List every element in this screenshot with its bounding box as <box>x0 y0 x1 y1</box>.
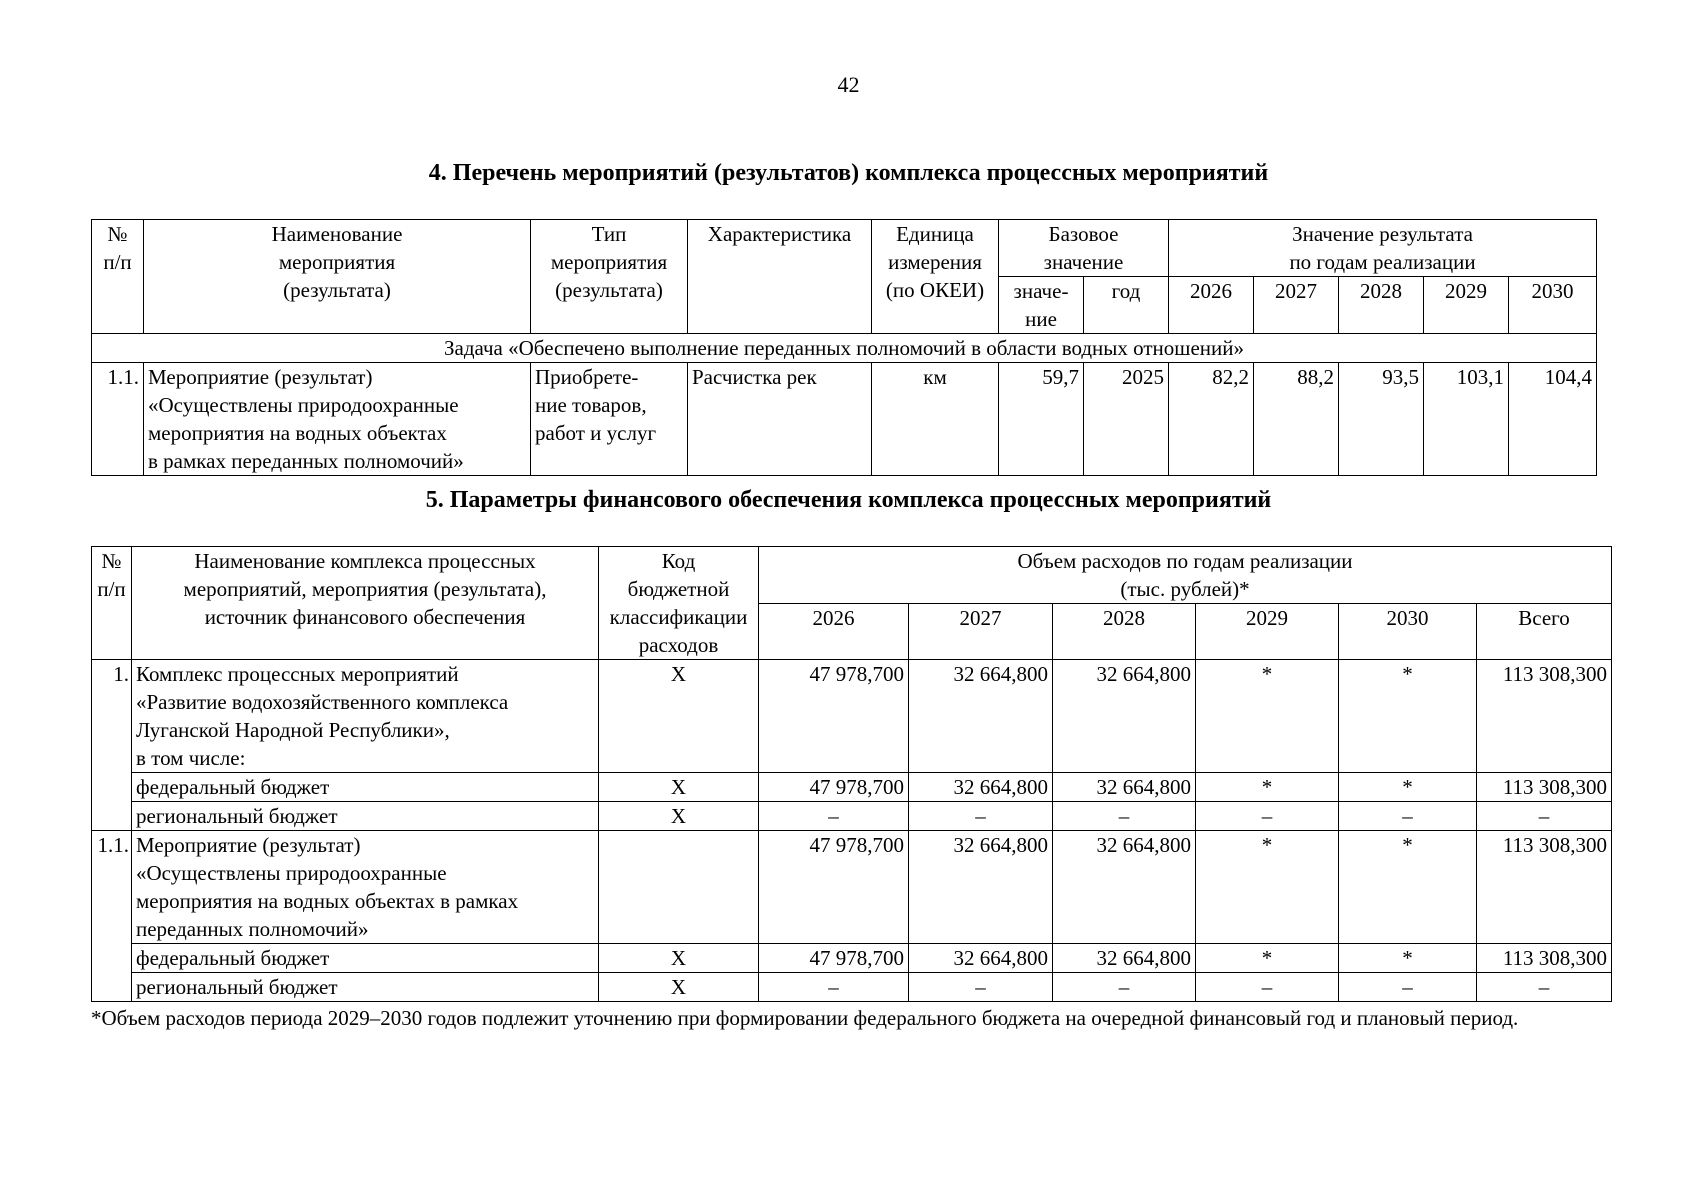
row-total: 113 308,300 <box>1477 944 1612 973</box>
section-5-title: 5. Параметры финансового обеспечения комплекса процессных мероприятий <box>425 487 1272 513</box>
page-number: 42 <box>837 72 860 97</box>
row-value: – <box>759 973 909 1002</box>
table-row <box>92 773 1612 802</box>
row-value: – <box>909 973 1053 1002</box>
row-value: * <box>1196 944 1339 973</box>
header-name: Наименование мероприятия (результата) <box>144 220 531 334</box>
row-value: – <box>1196 802 1339 831</box>
row-value: * <box>1196 773 1339 802</box>
table-row <box>92 831 1612 944</box>
header-year: 2029 <box>1424 277 1509 334</box>
row-code: Х <box>599 802 759 831</box>
row-code: Х <box>599 773 759 802</box>
row-value: 32 664,800 <box>1053 660 1196 773</box>
row-value: 32 664,800 <box>909 660 1053 773</box>
header-year: 2027 <box>1254 277 1339 334</box>
row-value: – <box>909 802 1053 831</box>
row-value: 104,4 <box>1509 363 1597 476</box>
header-characteristic: Характеристика <box>688 220 872 334</box>
row-name: региональный бюджет <box>132 802 599 831</box>
table-row <box>92 363 1597 476</box>
row-total: – <box>1477 973 1612 1002</box>
header-base: Базовое значение <box>999 220 1169 277</box>
row-name: Мероприятие (результат) «Осуществлены природоохранные мероприятия на водных объектах в рамках переданных полномочий» <box>144 363 531 476</box>
row-name: Мероприятие (результат) «Осуществлены природоохранные мероприятия на водных объектах в рамках переданных полномочий» <box>132 831 599 944</box>
row-name: Комплекс процессных мероприятий «Развитие водохозяйственного комплекса Луганской Народной Республики», в том числе: <box>132 660 599 773</box>
row-value: 32 664,800 <box>1053 831 1196 944</box>
task-text: Задача «Обеспечено выполнение переданных полномочий в области водных отношений» <box>92 334 1597 363</box>
table-row <box>92 660 1612 773</box>
row-num: 1.1. <box>92 831 132 1002</box>
header-volume: Объем расходов по годам реализации (тыс. рублей)* <box>759 547 1612 604</box>
header-total: Всего <box>1477 604 1612 660</box>
row-type: Приобрете- ние товаров, работ и услуг <box>531 363 688 476</box>
row-value: – <box>759 802 909 831</box>
row-value: 47 978,700 <box>759 831 909 944</box>
row-value: * <box>1339 660 1477 773</box>
table-row <box>92 944 1612 973</box>
row-name: федеральный бюджет <box>132 944 599 973</box>
header-year: 2030 <box>1339 604 1477 660</box>
header-year: 2028 <box>1053 604 1196 660</box>
header-year: 2026 <box>1169 277 1254 334</box>
header-year: 2029 <box>1196 604 1339 660</box>
row-value: * <box>1339 831 1477 944</box>
row-value: 32 664,800 <box>1053 773 1196 802</box>
header-code: Код бюджетной классификации расходов <box>599 547 759 660</box>
header-unit: Единица измерения (по ОКЕИ) <box>872 220 999 334</box>
row-total: 113 308,300 <box>1477 660 1612 773</box>
header-base-year: год <box>1084 277 1169 334</box>
header-result: Значение результата по годам реализации <box>1169 220 1597 277</box>
row-code: Х <box>599 973 759 1002</box>
row-value: 82,2 <box>1169 363 1254 476</box>
section-4-title: 4. Перечень мероприятий (результатов) комплекса процессных мероприятий <box>428 160 1269 186</box>
row-unit: км <box>872 363 999 476</box>
row-value: 32 664,800 <box>909 944 1053 973</box>
task-row <box>92 334 1597 363</box>
row-total: – <box>1477 802 1612 831</box>
row-value: – <box>1053 802 1196 831</box>
footnote: *Объем расходов периода 2029–2030 годов подлежит уточнению при формировании федерального бюджета на очередной финансовый год и плановый период. <box>91 1006 1519 1030</box>
row-value: 47 978,700 <box>759 660 909 773</box>
row-value: 47 978,700 <box>759 944 909 973</box>
row-value: 32 664,800 <box>909 773 1053 802</box>
row-value: 88,2 <box>1254 363 1339 476</box>
row-code <box>599 831 759 944</box>
row-value: * <box>1339 944 1477 973</box>
row-code: Х <box>599 944 759 973</box>
table-header-row <box>92 220 1597 277</box>
header-year: 2030 <box>1509 277 1597 334</box>
row-value: 32 664,800 <box>1053 944 1196 973</box>
row-value: 93,5 <box>1339 363 1424 476</box>
row-value: 32 664,800 <box>909 831 1053 944</box>
row-value: * <box>1196 831 1339 944</box>
row-code: Х <box>599 660 759 773</box>
row-value: – <box>1196 973 1339 1002</box>
row-num: 1. <box>92 660 132 831</box>
header-base-value: значе- ние <box>999 277 1084 334</box>
row-value: – <box>1339 973 1477 1002</box>
row-value: 47 978,700 <box>759 773 909 802</box>
row-base-value: 59,7 <box>999 363 1084 476</box>
header-num: № п/п <box>92 220 144 334</box>
header-name: Наименование комплекса процессных мероприятий, мероприятия (результата), источник финансового обеспечения <box>132 547 599 660</box>
row-name: федеральный бюджет <box>132 773 599 802</box>
row-total: 113 308,300 <box>1477 831 1612 944</box>
financing-table <box>91 546 1612 1002</box>
row-characteristic: Расчистка рек <box>688 363 872 476</box>
row-base-year: 2025 <box>1084 363 1169 476</box>
header-num: № п/п <box>92 547 132 660</box>
activities-table <box>91 219 1597 476</box>
header-type: Тип мероприятия (результата) <box>531 220 688 334</box>
table-row <box>92 802 1612 831</box>
row-value: * <box>1196 660 1339 773</box>
row-value: – <box>1053 973 1196 1002</box>
table-row <box>92 973 1612 1002</box>
table-header-row <box>92 547 1612 604</box>
row-value: – <box>1339 802 1477 831</box>
row-name: региональный бюджет <box>132 973 599 1002</box>
row-value: * <box>1339 773 1477 802</box>
header-year: 2027 <box>909 604 1053 660</box>
row-total: 113 308,300 <box>1477 773 1612 802</box>
header-year: 2028 <box>1339 277 1424 334</box>
row-value: 103,1 <box>1424 363 1509 476</box>
header-year: 2026 <box>759 604 909 660</box>
row-num: 1.1. <box>92 363 144 476</box>
